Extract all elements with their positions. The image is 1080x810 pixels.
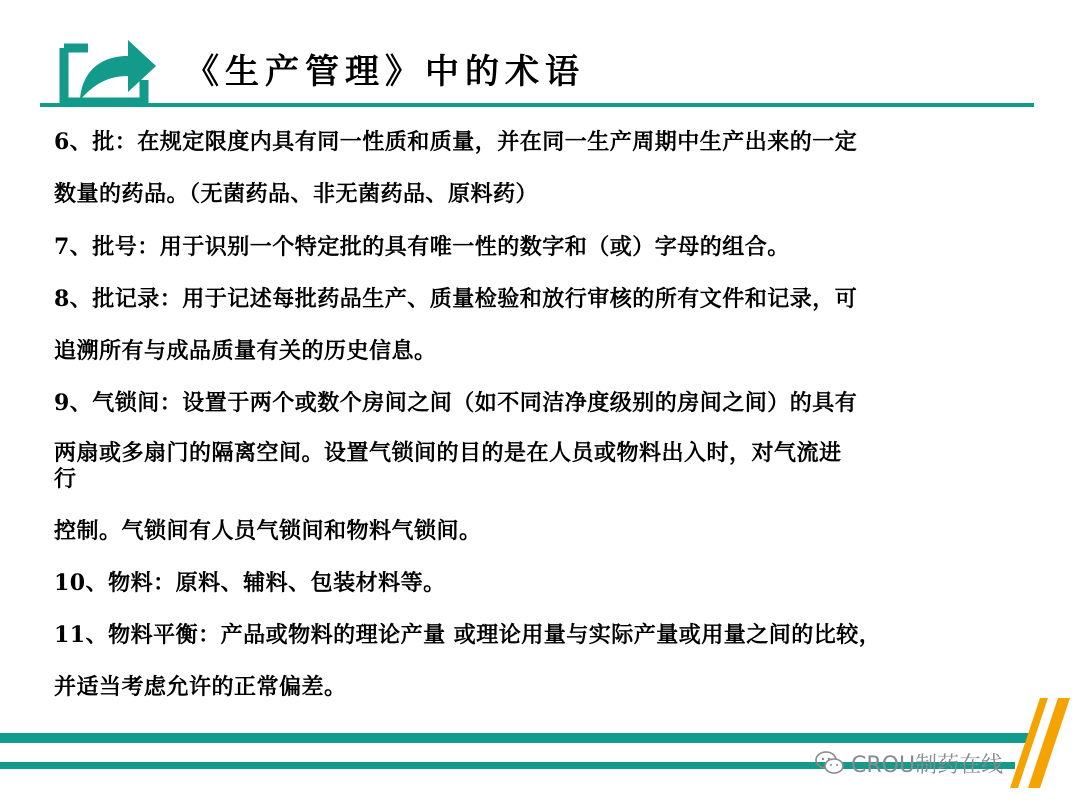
term-9-line-2: 两扇或多扇门的隔离空间。设置气锁间的目的是在人员或物料出入时，对气流进 xyxy=(54,440,842,466)
term-6-line-2: 数量的药品。（无菌药品、非无菌药品、原料药） xyxy=(54,181,539,207)
term-7-line-1: 7、批号：用于识别一个特定批的具有唯一性的数字和（或）字母的组合。 xyxy=(54,234,790,260)
term-8-line-2: 追溯所有与成品质量有关的历史信息。 xyxy=(54,338,437,364)
term-8-line-1: 8、批记录：用于记述每批药品生产、质量检验和放行审核的所有文件和记录，可 xyxy=(54,286,858,312)
share-arrow-icon xyxy=(58,30,158,106)
footer-band xyxy=(0,733,1030,743)
wechat-icon xyxy=(815,750,845,776)
term-9-line-4: 控制。气锁间有人员气锁间和物料气锁间。 xyxy=(54,518,482,544)
term-9-line-3: 行 xyxy=(54,466,77,492)
term-11-line-1: 11、物料平衡：产品或物料的理论产量 或理论用量与实际产量或用量之间的比较， xyxy=(54,622,882,648)
watermark-text: CROU制药在线 xyxy=(851,752,1004,778)
term-11-line-2: 并适当考虑允许的正常偏差。 xyxy=(54,674,347,700)
term-9-line-1: 9、气锁间：设置于两个或数个房间之间（如不同洁净度级别的房间之间）的具有 xyxy=(54,390,858,416)
slide-title: 《生产管理》中的术语 xyxy=(185,52,585,92)
corner-decoration xyxy=(1010,698,1070,788)
watermark xyxy=(815,748,1003,778)
title-divider xyxy=(40,103,1034,107)
term-10-line-1: 10、物料：原料、辅料、包装材料等。 xyxy=(54,570,446,596)
term-6-line-1: 6、批：在规定限度内具有同一性质和质量，并在同一生产周期中生产出来的一定 xyxy=(54,129,858,155)
